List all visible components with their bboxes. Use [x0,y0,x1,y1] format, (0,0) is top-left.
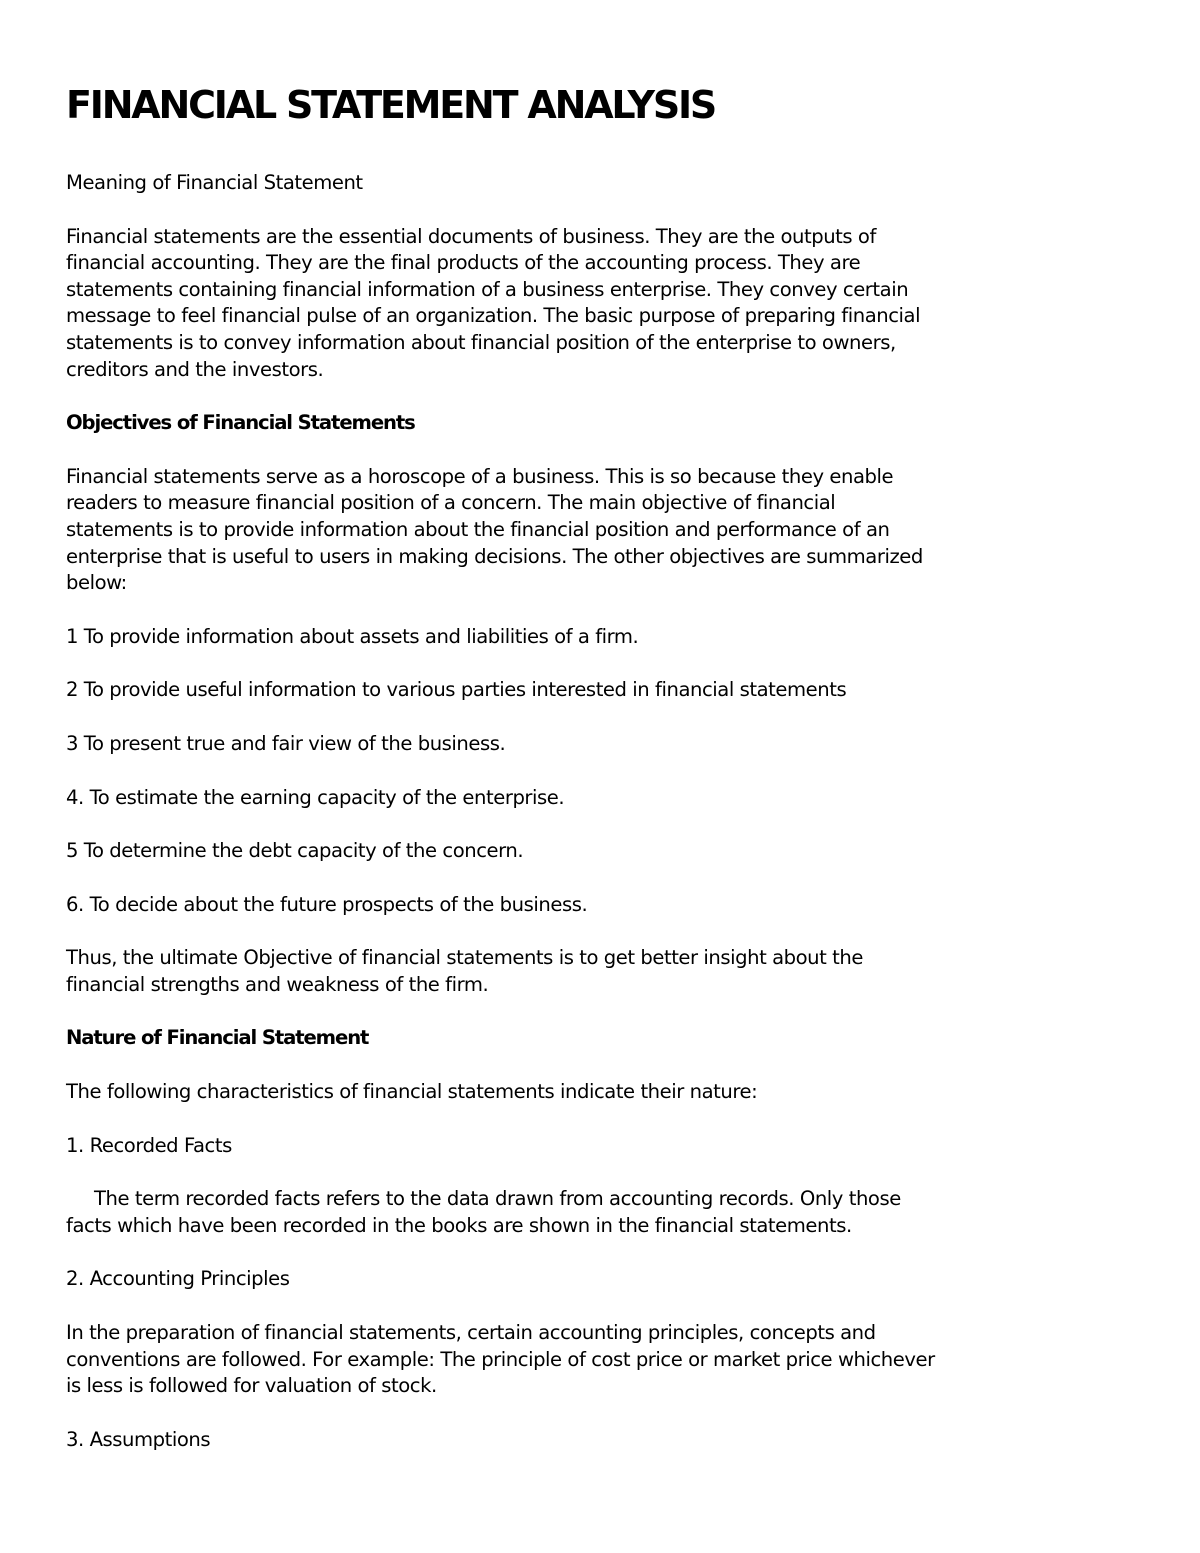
nature-item-2-body: In the preparation of financial statements, certain accounting principles, concepts and conventions are followed. For example: The principle of cost price or market price whichever is less is followed for valuation of stock. [66,1321,935,1398]
meaning-heading: Meaning of Financial Statement [66,171,363,194]
document-page [66,78,1066,1480]
objective-item-5: 5 To determine the debt capacity of the concern. [66,839,524,863]
objective-item-2: 2 To provide useful information to various parties interested in financial statements [66,678,847,702]
nature-item-3-title: 3. Assumptions [66,1427,211,1451]
nature-item-1-title: 1. Recorded Facts [66,1133,232,1157]
objective-item-4: 4. To estimate the earning capacity of the enterprise. [66,785,565,809]
meaning-body: Financial statements are the essential documents of business. They are the outputs of financial accounting. They are the final products of the accounting process. They are statements containing financial information of a business enterprise. They convey certain message to feel financial pulse of an organization. The basic purpose of preparing financial statements is to convey information about financial position of the enterprise to owners, creditors and the investors. [66,224,921,381]
nature-intro: The following characteristics of financial statements indicate their nature: [66,1080,758,1104]
objective-item-1: 1 To provide information about assets and liabilities of a firm. [66,624,639,648]
nature-heading: Nature of Financial Statement [66,1026,369,1050]
nature-item-1-body: The term recorded facts refers to the data drawn from accounting records. Only those facts which have been recorded in the books are shown in the financial statements. [66,1187,901,1237]
objectives-conclusion: Thus, the ultimate Objective of financial statements is to get better insight about the financial strengths and weakness of the firm. [66,946,863,996]
document-title: FINANCIAL STATEMENT ANALYSIS [66,83,716,127]
objectives-body: Financial statements serve as a horoscope of a business. This is so because they enable readers to measure financial position of a concern. The main objective of financial statements is to provide information about the financial position and performance of an enterprise that is useful to users in making decisions. The other objectives are summarized below: [66,464,923,595]
objectives-heading: Objectives of Financial Statements [66,411,415,435]
nature-item-2-title: 2. Accounting Principles [66,1267,290,1291]
objective-item-3: 3 To present true and fair view of the business. [66,731,506,755]
objective-item-6: 6. To decide about the future prospects of the business. [66,892,588,916]
